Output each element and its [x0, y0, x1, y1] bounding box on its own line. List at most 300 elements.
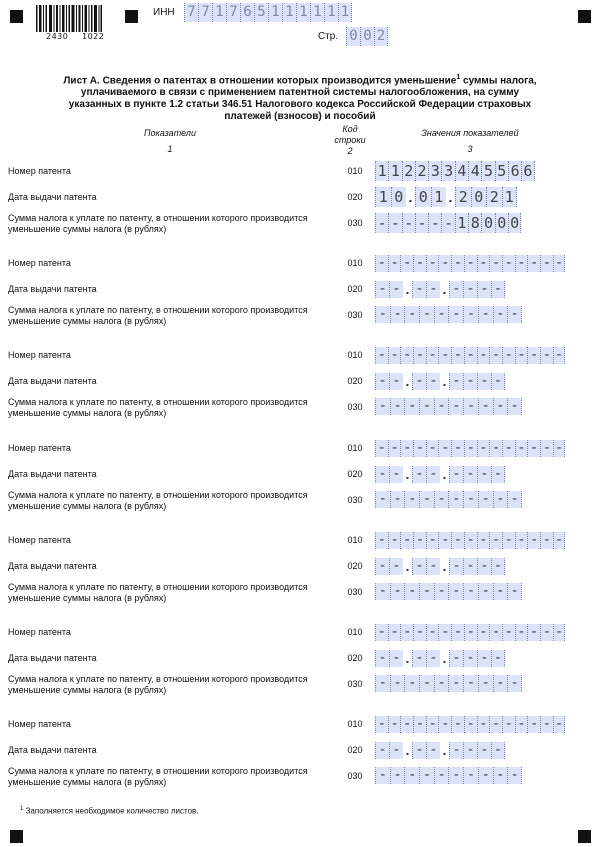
barcode-number-right: 1022 [82, 32, 105, 41]
issue-date-month-char: - [426, 650, 440, 667]
tax-amount-char: - [375, 491, 390, 508]
issue-date-year-char: - [449, 466, 463, 483]
tax-amount-char: - [428, 213, 441, 233]
patent-number-char: - [540, 716, 553, 733]
patent-number-char: - [477, 347, 490, 364]
issue-date-month-char: - [412, 650, 426, 667]
patent-number-char: - [388, 532, 401, 549]
patent-number-cells[interactable] [375, 624, 565, 641]
corner-marker-top-mid [125, 10, 138, 23]
title-line-4: платежей (взносов) и пособий [224, 111, 376, 123]
line-code-030: 030 [347, 218, 363, 228]
tax-amount-cells[interactable] [375, 583, 522, 600]
issue-date-year-char: - [491, 373, 505, 390]
tax-amount-char: - [404, 491, 419, 508]
issue-date-day-char: - [389, 373, 403, 390]
issue-date-day-char: - [375, 558, 389, 575]
patent-number-char: - [553, 255, 566, 272]
issue-date-year-char: - [463, 281, 477, 298]
tax-amount-char: - [507, 398, 522, 415]
patent-number-char: - [438, 716, 451, 733]
tax-amount-char: - [463, 583, 478, 600]
issue-date-year-char: - [463, 558, 477, 575]
inn-digit: 1 [212, 3, 226, 22]
date-separator: . [408, 189, 413, 205]
column-header-code-line1: Код [342, 124, 358, 134]
inn-digit: 1 [296, 3, 310, 22]
line-code-030: 030 [347, 679, 363, 689]
patent-number-label: Номер патента [8, 535, 71, 545]
issue-date-day-char: - [375, 373, 389, 390]
patent-number-char: 4 [468, 161, 481, 181]
patent-number-char: - [477, 624, 490, 641]
page-digit: 0 [346, 27, 360, 46]
tax-amount-char: - [390, 767, 405, 784]
tax-amount-char: - [434, 767, 449, 784]
patent-number-label: Номер патента [8, 258, 71, 268]
issue-date-day-char: - [375, 742, 389, 759]
tax-amount-char: - [404, 675, 419, 692]
date-separator: . [442, 281, 447, 297]
page-label: Стр. [318, 31, 339, 42]
inn-cells[interactable] [184, 3, 352, 22]
line-code-030: 030 [347, 310, 363, 320]
tax-amount-label: Сумма налога к уплате по патенту, в отношении которого производится уменьшение суммы налога (в рублях) [8, 582, 308, 603]
patent-number-char: - [400, 532, 413, 549]
patent-number-char: - [464, 255, 477, 272]
issue-date-cells[interactable] [375, 466, 505, 483]
patent-number-char: - [540, 624, 553, 641]
tax-amount-char: - [507, 583, 522, 600]
patent-number-char: - [426, 347, 439, 364]
patent-number-label: Номер патента [8, 443, 71, 453]
patent-number-char: - [489, 624, 502, 641]
column-header-values [410, 128, 530, 155]
column-header-code-num: 2 [347, 146, 353, 156]
patent-number-char: - [388, 347, 401, 364]
issue-date-year-char: - [477, 742, 491, 759]
patent-number-label: Номер патента [8, 719, 71, 729]
patent-number-char: - [413, 440, 426, 457]
column-header-code-line2: строки [334, 135, 366, 145]
tax-amount-char: - [434, 675, 449, 692]
tax-amount-char: - [493, 675, 508, 692]
tax-amount-char: - [478, 767, 493, 784]
patent-number-char: - [540, 347, 553, 364]
tax-amount-char: - [448, 583, 463, 600]
tax-amount-char: - [375, 213, 388, 233]
patent-number-char: - [515, 624, 528, 641]
tax-amount-char: 8 [468, 213, 481, 233]
tax-amount-char: - [478, 306, 493, 323]
issue-date-day-char: 1 [375, 187, 391, 207]
issue-date-cells[interactable] [375, 650, 505, 667]
tax-amount-char: - [478, 491, 493, 508]
patent-number-char: - [502, 347, 515, 364]
patent-number-char: - [451, 624, 464, 641]
patent-number-char: - [426, 624, 439, 641]
line-code-030: 030 [347, 495, 363, 505]
patent-number-char: - [388, 255, 401, 272]
issue-date-year-char: - [491, 650, 505, 667]
line-code-020: 020 [347, 376, 363, 386]
patent-number-char: 2 [402, 161, 415, 181]
title-footnote-marker: 1 [456, 74, 461, 81]
issue-date-month-char: - [426, 466, 440, 483]
issue-date-year-char: - [477, 373, 491, 390]
tax-amount-char: - [507, 675, 522, 692]
title-line-3: указанных в пункте 1.2 статьи 346.51 Налогового кодекса Российской Федерации страховых [68, 99, 532, 111]
tax-amount-char: - [507, 767, 522, 784]
issue-date-year-char: - [491, 742, 505, 759]
issue-date-year-char: 2 [455, 187, 471, 207]
issue-date-month-char: 0 [415, 187, 431, 207]
patent-number-char: - [388, 440, 401, 457]
patent-number-char: - [540, 255, 553, 272]
issue-date-label: Дата выдачи патента [8, 561, 97, 571]
patent-number-char: - [426, 440, 439, 457]
tax-amount-char: - [404, 306, 419, 323]
corner-marker-top-right [578, 10, 591, 23]
tax-amount-cells[interactable] [375, 398, 522, 415]
line-code-010: 010 [347, 166, 363, 176]
column-header-code [330, 124, 370, 157]
patent-number-char: - [527, 347, 540, 364]
footnote-marker: 1 [20, 806, 24, 812]
line-code-010: 010 [347, 535, 363, 545]
issue-date-label: Дата выдачи патента [8, 192, 97, 202]
tax-amount-char: - [493, 583, 508, 600]
column-header-values-num: 3 [467, 144, 473, 154]
inn-digit: 1 [268, 3, 282, 22]
patent-number-char: 1 [375, 161, 388, 181]
issue-date-year-char: 0 [471, 187, 487, 207]
line-code-010: 010 [347, 719, 363, 729]
patent-number-char: - [388, 624, 401, 641]
tax-amount-char: - [463, 398, 478, 415]
line-code-020: 020 [347, 192, 363, 202]
tax-amount-char: 0 [481, 213, 494, 233]
tax-amount-label: Сумма налога к уплате по патенту, в отношении которого производится уменьшение суммы налога (в рублях) [8, 674, 308, 695]
patent-number-char: - [451, 440, 464, 457]
line-code-010: 010 [347, 627, 363, 637]
tax-amount-char: - [448, 675, 463, 692]
issue-date-year-char: - [477, 558, 491, 575]
line-code-020: 020 [347, 284, 363, 294]
tax-amount-char: - [419, 306, 434, 323]
tax-amount-char: - [434, 398, 449, 415]
date-separator: . [405, 281, 410, 297]
patent-number-char: - [375, 347, 388, 364]
tax-amount-char: - [375, 398, 390, 415]
patent-number-char: 6 [508, 161, 521, 181]
issue-date-cells[interactable] [375, 281, 505, 298]
patent-number-char: - [388, 716, 401, 733]
issue-date-label: Дата выдачи патента [8, 376, 97, 386]
page-cells[interactable] [346, 27, 388, 46]
tax-amount-cells[interactable] [375, 675, 522, 692]
issue-date-cells[interactable] [375, 558, 505, 575]
tax-amount-char: - [404, 583, 419, 600]
issue-date-month-char: - [426, 281, 440, 298]
issue-date-month-char: - [426, 558, 440, 575]
title-line-1-end: суммы налога, [460, 75, 537, 87]
line-code-020: 020 [347, 745, 363, 755]
tax-amount-char: - [415, 213, 428, 233]
patent-number-char: - [438, 440, 451, 457]
patent-number-char: - [375, 440, 388, 457]
patent-number-char: - [527, 716, 540, 733]
tax-amount-char: - [448, 306, 463, 323]
patent-number-char: - [426, 716, 439, 733]
issue-date-year-char: - [449, 281, 463, 298]
line-code-030: 030 [347, 771, 363, 781]
issue-date-year-char: - [491, 558, 505, 575]
tax-amount-cells[interactable] [375, 767, 522, 784]
tax-amount-char: 0 [495, 213, 508, 233]
patent-number-char: - [527, 532, 540, 549]
patent-number-char: 5 [495, 161, 508, 181]
issue-date-day-char: - [389, 558, 403, 575]
patent-number-char: - [540, 532, 553, 549]
tax-amount-char: - [419, 491, 434, 508]
tax-amount-char: - [390, 583, 405, 600]
patent-number-label: Номер патента [8, 627, 71, 637]
inn-digit: 5 [254, 3, 268, 22]
patent-number-char: - [413, 624, 426, 641]
tax-amount-label: Сумма налога к уплате по патенту, в отношении которого производится уменьшение суммы налога (в рублях) [8, 305, 308, 326]
patent-number-char: - [515, 716, 528, 733]
issue-date-month-char: - [412, 558, 426, 575]
corner-marker-top-left [10, 10, 23, 23]
tax-amount-char: - [390, 491, 405, 508]
tax-amount-char: - [448, 767, 463, 784]
issue-date-label: Дата выдачи патента [8, 653, 97, 663]
date-separator: . [442, 373, 447, 389]
patent-number-char: - [464, 532, 477, 549]
inn-digit: 1 [282, 3, 296, 22]
patent-number-char: - [400, 716, 413, 733]
line-code-020: 020 [347, 469, 363, 479]
issue-date-cells[interactable] [375, 373, 505, 390]
date-separator: . [405, 466, 410, 482]
page-digit: 2 [374, 27, 388, 46]
patent-number-char: - [400, 347, 413, 364]
issue-date-cells[interactable] [375, 742, 505, 759]
patent-number-char: - [502, 624, 515, 641]
issue-date-year-char: - [449, 742, 463, 759]
line-code-010: 010 [347, 443, 363, 453]
issue-date-year-char: - [463, 466, 477, 483]
tax-amount-char: - [388, 213, 401, 233]
issue-date-year-char: - [477, 281, 491, 298]
issue-date-year-char: - [491, 281, 505, 298]
issue-date-year-char: - [463, 373, 477, 390]
patent-number-char: - [438, 532, 451, 549]
title-line-2: уплачиваемого в связи с применением патентной системы налогообложения, на сумму [80, 87, 520, 99]
tax-amount-char: - [507, 491, 522, 508]
patent-number-char: - [489, 440, 502, 457]
patent-number-char: - [553, 440, 566, 457]
date-separator: . [405, 558, 410, 574]
footnote-text: Заполняется необходимое количество листов. [25, 806, 199, 816]
patent-number-char: 5 [481, 161, 494, 181]
tax-amount-cells[interactable] [375, 213, 521, 233]
tax-amount-char: - [434, 306, 449, 323]
patent-number-char: - [502, 440, 515, 457]
date-separator: . [405, 373, 410, 389]
patent-number-char: - [502, 255, 515, 272]
patent-number-char: 6 [521, 161, 534, 181]
date-separator: . [442, 466, 447, 482]
patent-number-char: - [451, 255, 464, 272]
tax-amount-char: - [419, 398, 434, 415]
tax-amount-label: Сумма налога к уплате по патенту, в отношении которого производится уменьшение суммы налога (в рублях) [8, 213, 308, 234]
page-digit: 0 [360, 27, 374, 46]
issue-date-year-char: - [449, 373, 463, 390]
issue-date-month-char: - [426, 742, 440, 759]
tax-amount-char: - [419, 675, 434, 692]
patent-number-char: 4 [455, 161, 468, 181]
issue-date-cells[interactable] [375, 187, 517, 207]
date-separator: . [442, 742, 447, 758]
inn-digit: 1 [324, 3, 338, 22]
issue-date-year-char: - [449, 650, 463, 667]
patent-number-cells[interactable] [375, 255, 565, 272]
patent-number-char: - [527, 624, 540, 641]
inn-digit: 1 [310, 3, 324, 22]
patent-number-char: - [375, 532, 388, 549]
patent-number-char: - [400, 624, 413, 641]
tax-amount-char: - [463, 675, 478, 692]
tax-amount-cells[interactable] [375, 306, 522, 323]
patent-number-char: - [451, 347, 464, 364]
tax-amount-char: - [493, 767, 508, 784]
patent-number-cells[interactable] [375, 532, 565, 549]
inn-digit: 7 [226, 3, 240, 22]
date-separator: . [442, 558, 447, 574]
line-code-020: 020 [347, 653, 363, 663]
tax-amount-char: - [375, 583, 390, 600]
patent-number-char: - [477, 255, 490, 272]
column-header-values-text: Значения показателей [421, 128, 519, 138]
patent-number-char: - [489, 532, 502, 549]
issue-date-year-char: - [491, 466, 505, 483]
patent-number-char: - [438, 255, 451, 272]
issue-date-day-char: - [389, 742, 403, 759]
tax-amount-label: Сумма налога к уплате по патенту, в отношении которого производится уменьшение суммы налога (в рублях) [8, 490, 308, 511]
issue-date-year-char: - [463, 742, 477, 759]
corner-marker-bottom-left [10, 830, 23, 843]
tax-amount-char: - [375, 306, 390, 323]
patent-number-cells[interactable] [375, 161, 535, 181]
tax-amount-char: - [419, 583, 434, 600]
barcode [36, 5, 102, 32]
tax-amount-char: - [507, 306, 522, 323]
column-header-indicators [130, 128, 210, 155]
patent-number-char: - [426, 532, 439, 549]
date-separator: . [405, 742, 410, 758]
tax-amount-char: - [493, 306, 508, 323]
patent-number-char: - [527, 440, 540, 457]
patent-number-label: Номер патента [8, 350, 71, 360]
issue-date-year-char: - [477, 650, 491, 667]
patent-number-char: - [413, 532, 426, 549]
issue-date-day-char: - [389, 466, 403, 483]
patent-number-char: - [413, 716, 426, 733]
tax-amount-char: - [404, 767, 419, 784]
line-code-030: 030 [347, 402, 363, 412]
issue-date-day-char: - [389, 650, 403, 667]
patent-number-char: - [540, 440, 553, 457]
line-code-030: 030 [347, 587, 363, 597]
tax-amount-char: - [390, 398, 405, 415]
sheet-title [40, 72, 560, 123]
column-header-indicators-text: Показатели [144, 128, 196, 138]
issue-date-label: Дата выдачи патента [8, 284, 97, 294]
patent-number-char: - [489, 347, 502, 364]
tax-amount-char: - [478, 583, 493, 600]
date-separator: . [442, 650, 447, 666]
date-separator: . [405, 650, 410, 666]
tax-amount-char: - [478, 398, 493, 415]
tax-amount-char: - [448, 398, 463, 415]
patent-number-char: - [464, 347, 477, 364]
tax-amount-char: - [390, 675, 405, 692]
patent-number-char: - [413, 255, 426, 272]
patent-number-char: - [489, 255, 502, 272]
inn-label: ИНН [153, 7, 175, 18]
tax-amount-char: - [390, 306, 405, 323]
tax-amount-char: - [419, 767, 434, 784]
patent-number-char: - [515, 347, 528, 364]
patent-number-cells[interactable] [375, 347, 565, 364]
line-code-020: 020 [347, 561, 363, 571]
issue-date-year-char: - [449, 558, 463, 575]
patent-number-char: - [375, 624, 388, 641]
patent-number-cells[interactable] [375, 440, 565, 457]
patent-number-char: - [553, 532, 566, 549]
tax-amount-char: - [463, 491, 478, 508]
tax-amount-char: - [463, 306, 478, 323]
issue-date-label: Дата выдачи патента [8, 745, 97, 755]
patent-number-cells[interactable] [375, 716, 565, 733]
patent-number-char: - [438, 624, 451, 641]
corner-marker-bottom-right [578, 830, 591, 843]
patent-number-char: - [515, 440, 528, 457]
tax-amount-char: - [402, 213, 415, 233]
issue-date-month-char: - [412, 466, 426, 483]
tax-amount-char: - [463, 767, 478, 784]
patent-number-char: - [502, 532, 515, 549]
issue-date-month-char: 1 [431, 187, 447, 207]
patent-number-char: 2 [415, 161, 428, 181]
patent-number-char: - [477, 440, 490, 457]
tax-amount-label: Сумма налога к уплате по патенту, в отношении которого производится уменьшение суммы налога (в рублях) [8, 766, 308, 787]
patent-number-char: - [451, 532, 464, 549]
issue-date-month-char: - [412, 742, 426, 759]
tax-amount-cells[interactable] [375, 491, 522, 508]
footnote [20, 806, 199, 816]
tax-amount-char: - [434, 491, 449, 508]
issue-date-day-char: 0 [391, 187, 407, 207]
patent-number-char: - [413, 347, 426, 364]
patent-number-char: - [515, 532, 528, 549]
patent-number-char: - [553, 716, 566, 733]
tax-amount-char: - [375, 675, 390, 692]
issue-date-day-char: - [375, 650, 389, 667]
issue-date-year-char: 1 [502, 187, 518, 207]
